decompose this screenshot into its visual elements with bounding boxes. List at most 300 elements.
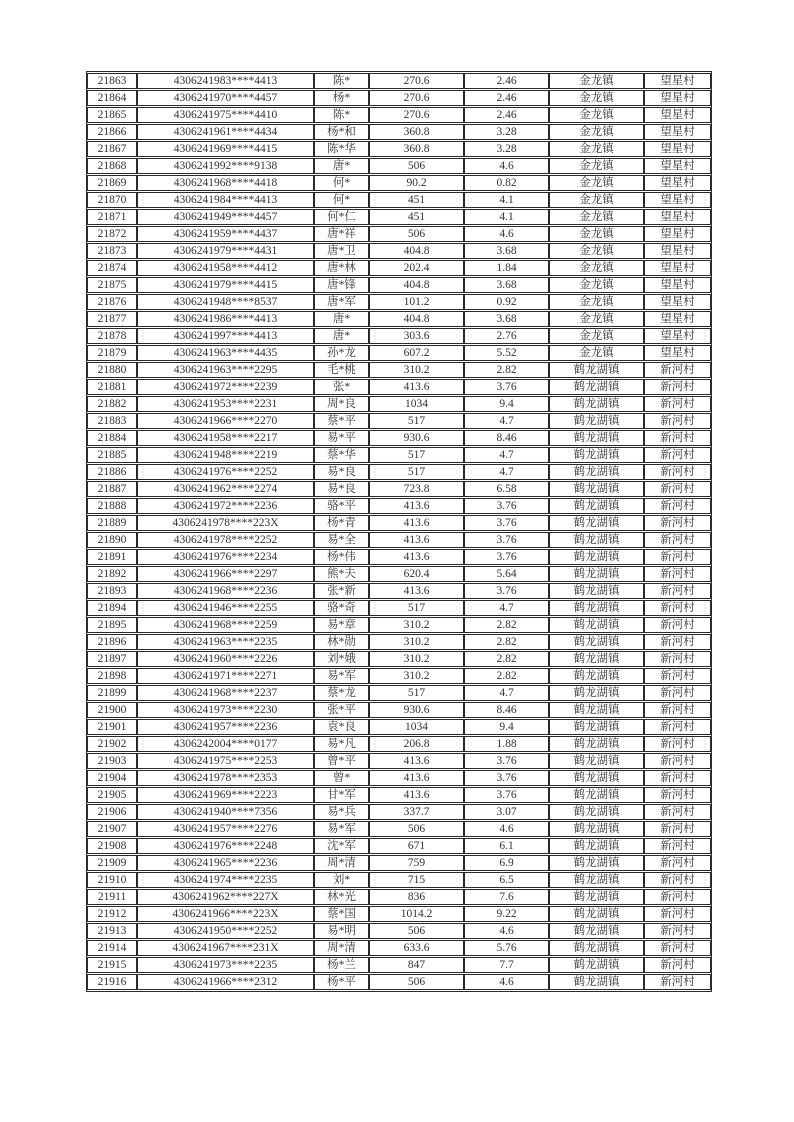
cell-amount: 506 — [369, 974, 464, 990]
cell-person-name: 唐*祥 — [314, 226, 369, 242]
cell-subsidy-value: 4.1 — [464, 192, 549, 208]
cell-amount: 451 — [369, 209, 464, 225]
cell-town: 鹤龙湖镇 — [549, 413, 644, 429]
table-row — [87, 362, 711, 378]
cell-town: 金龙镇 — [549, 124, 644, 140]
cell-village: 新河村 — [644, 498, 711, 514]
cell-amount: 506 — [369, 923, 464, 939]
cell-town: 金龙镇 — [549, 311, 644, 327]
cell-id-number-masked: 4306241973****2235 — [137, 957, 314, 973]
cell-subsidy-value: 3.76 — [464, 498, 549, 514]
subsidy-records-table — [86, 71, 712, 992]
cell-subsidy-value: 3.76 — [464, 787, 549, 803]
cell-serial-number: 21898 — [87, 668, 137, 684]
cell-person-name: 沈*军 — [314, 838, 369, 854]
cell-town: 鹤龙湖镇 — [549, 974, 644, 990]
cell-subsidy-value: 9.4 — [464, 719, 549, 735]
cell-id-number-masked: 4306241940****7356 — [137, 804, 314, 820]
cell-subsidy-value: 2.82 — [464, 668, 549, 684]
cell-village: 新河村 — [644, 617, 711, 633]
cell-amount: 715 — [369, 872, 464, 888]
table-row — [87, 175, 711, 191]
cell-id-number-masked: 4306241969****4415 — [137, 141, 314, 157]
cell-subsidy-value: 6.5 — [464, 872, 549, 888]
table-row — [87, 277, 711, 293]
table-row — [87, 770, 711, 786]
cell-village: 新河村 — [644, 413, 711, 429]
cell-amount: 451 — [369, 192, 464, 208]
cell-person-name: 蔡*国 — [314, 906, 369, 922]
cell-town: 金龙镇 — [549, 90, 644, 106]
cell-village: 望星村 — [644, 124, 711, 140]
cell-subsidy-value: 5.76 — [464, 940, 549, 956]
cell-town: 鹤龙湖镇 — [549, 583, 644, 599]
cell-id-number-masked: 4306241966****2297 — [137, 566, 314, 582]
table-row — [87, 379, 711, 395]
cell-serial-number: 21890 — [87, 532, 137, 548]
cell-id-number-masked: 4306241971****2271 — [137, 668, 314, 684]
cell-subsidy-value: 6.9 — [464, 855, 549, 871]
cell-amount: 270.6 — [369, 90, 464, 106]
table-row — [87, 821, 711, 837]
cell-serial-number: 21865 — [87, 107, 137, 123]
cell-person-name: 易*良 — [314, 464, 369, 480]
cell-serial-number: 21893 — [87, 583, 137, 599]
cell-id-number-masked: 4306241978****2353 — [137, 770, 314, 786]
cell-subsidy-value: 7.6 — [464, 889, 549, 905]
cell-subsidy-value: 1.88 — [464, 736, 549, 752]
cell-village: 新河村 — [644, 957, 711, 973]
cell-subsidy-value: 2.46 — [464, 107, 549, 123]
cell-id-number-masked: 4306241968****4418 — [137, 175, 314, 191]
table-row — [87, 872, 711, 888]
cell-amount: 759 — [369, 855, 464, 871]
cell-subsidy-value: 3.76 — [464, 753, 549, 769]
cell-village: 新河村 — [644, 974, 711, 990]
cell-village: 新河村 — [644, 481, 711, 497]
table-row — [87, 141, 711, 157]
cell-id-number-masked: 4306241978****2252 — [137, 532, 314, 548]
cell-amount: 413.6 — [369, 532, 464, 548]
cell-serial-number: 21904 — [87, 770, 137, 786]
cell-person-name: 张* — [314, 379, 369, 395]
cell-amount: 413.6 — [369, 753, 464, 769]
cell-subsidy-value: 4.6 — [464, 821, 549, 837]
cell-serial-number: 21863 — [87, 73, 137, 89]
cell-amount: 270.6 — [369, 107, 464, 123]
cell-person-name: 易*明 — [314, 923, 369, 939]
cell-subsidy-value: 7.7 — [464, 957, 549, 973]
cell-id-number-masked: 4306241966****223X — [137, 906, 314, 922]
cell-town: 鹤龙湖镇 — [549, 464, 644, 480]
cell-subsidy-value: 2.76 — [464, 328, 549, 344]
cell-subsidy-value: 3.28 — [464, 124, 549, 140]
cell-person-name: 何*仁 — [314, 209, 369, 225]
cell-subsidy-value: 2.82 — [464, 651, 549, 667]
table-row — [87, 498, 711, 514]
cell-id-number-masked: 4306241961****4434 — [137, 124, 314, 140]
cell-village: 新河村 — [644, 787, 711, 803]
cell-id-number-masked: 4306241963****2295 — [137, 362, 314, 378]
cell-town: 鹤龙湖镇 — [549, 362, 644, 378]
cell-person-name: 林*光 — [314, 889, 369, 905]
cell-amount: 1014.2 — [369, 906, 464, 922]
table-row — [87, 464, 711, 480]
cell-village: 新河村 — [644, 685, 711, 701]
cell-id-number-masked: 4306241969****2223 — [137, 787, 314, 803]
cell-person-name: 张*平 — [314, 702, 369, 718]
cell-id-number-masked: 4306241962****2274 — [137, 481, 314, 497]
cell-village: 新河村 — [644, 838, 711, 854]
cell-id-number-masked: 4306241972****2239 — [137, 379, 314, 395]
table-row — [87, 804, 711, 820]
cell-amount: 310.2 — [369, 651, 464, 667]
cell-serial-number: 21876 — [87, 294, 137, 310]
cell-subsidy-value: 4.7 — [464, 600, 549, 616]
cell-amount: 413.6 — [369, 379, 464, 395]
cell-subsidy-value: 4.6 — [464, 158, 549, 174]
cell-village: 新河村 — [644, 464, 711, 480]
table-row — [87, 855, 711, 871]
cell-village: 新河村 — [644, 634, 711, 650]
cell-amount: 517 — [369, 685, 464, 701]
cell-village: 新河村 — [644, 940, 711, 956]
cell-amount: 404.8 — [369, 243, 464, 259]
cell-id-number-masked: 4306241949****4457 — [137, 209, 314, 225]
cell-village: 望星村 — [644, 141, 711, 157]
cell-id-number-masked: 4306241978****223X — [137, 515, 314, 531]
cell-town: 鹤龙湖镇 — [549, 838, 644, 854]
table-row — [87, 124, 711, 140]
cell-person-name: 甘*军 — [314, 787, 369, 803]
cell-amount: 847 — [369, 957, 464, 973]
cell-village: 新河村 — [644, 549, 711, 565]
table-row — [87, 566, 711, 582]
cell-serial-number: 21894 — [87, 600, 137, 616]
cell-serial-number: 21905 — [87, 787, 137, 803]
cell-town: 金龙镇 — [549, 192, 644, 208]
cell-village: 新河村 — [644, 430, 711, 446]
table-row — [87, 889, 711, 905]
cell-person-name: 周*清 — [314, 855, 369, 871]
table-row — [87, 702, 711, 718]
cell-id-number-masked: 4306241948****2219 — [137, 447, 314, 463]
cell-subsidy-value: 3.76 — [464, 515, 549, 531]
cell-subsidy-value: 9.4 — [464, 396, 549, 412]
cell-person-name: 唐* — [314, 158, 369, 174]
cell-serial-number: 21915 — [87, 957, 137, 973]
cell-subsidy-value: 3.68 — [464, 277, 549, 293]
cell-village: 新河村 — [644, 583, 711, 599]
cell-amount: 1034 — [369, 719, 464, 735]
table-row — [87, 158, 711, 174]
cell-person-name: 易*平 — [314, 430, 369, 446]
cell-amount: 506 — [369, 821, 464, 837]
cell-id-number-masked: 4306241997****4413 — [137, 328, 314, 344]
cell-village: 望星村 — [644, 277, 711, 293]
cell-village: 新河村 — [644, 396, 711, 412]
cell-serial-number: 21912 — [87, 906, 137, 922]
cell-person-name: 周*清 — [314, 940, 369, 956]
cell-person-name: 易*章 — [314, 617, 369, 633]
cell-id-number-masked: 4306241966****2312 — [137, 974, 314, 990]
cell-village: 新河村 — [644, 923, 711, 939]
cell-person-name: 袁*良 — [314, 719, 369, 735]
cell-amount: 360.8 — [369, 141, 464, 157]
cell-person-name: 骆*奇 — [314, 600, 369, 616]
cell-person-name: 刘*娥 — [314, 651, 369, 667]
cell-person-name: 周*良 — [314, 396, 369, 412]
cell-person-name: 唐*林 — [314, 260, 369, 276]
cell-person-name: 毛*桃 — [314, 362, 369, 378]
table-row — [87, 413, 711, 429]
table-row — [87, 396, 711, 412]
cell-town: 鹤龙湖镇 — [549, 532, 644, 548]
cell-amount: 310.2 — [369, 617, 464, 633]
cell-town: 鹤龙湖镇 — [549, 753, 644, 769]
cell-town: 金龙镇 — [549, 260, 644, 276]
cell-village: 望星村 — [644, 328, 711, 344]
cell-subsidy-value: 3.68 — [464, 311, 549, 327]
cell-amount: 413.6 — [369, 498, 464, 514]
cell-town: 金龙镇 — [549, 226, 644, 242]
cell-town: 鹤龙湖镇 — [549, 719, 644, 735]
cell-id-number-masked: 4306241963****4435 — [137, 345, 314, 361]
cell-subsidy-value: 2.46 — [464, 73, 549, 89]
cell-subsidy-value: 3.07 — [464, 804, 549, 820]
cell-village: 新河村 — [644, 702, 711, 718]
cell-village: 新河村 — [644, 872, 711, 888]
cell-id-number-masked: 4306241976****2252 — [137, 464, 314, 480]
cell-serial-number: 21895 — [87, 617, 137, 633]
cell-person-name: 易*良 — [314, 481, 369, 497]
cell-serial-number: 21910 — [87, 872, 137, 888]
cell-town: 鹤龙湖镇 — [549, 498, 644, 514]
table-row — [87, 481, 711, 497]
cell-id-number-masked: 4306241974****2235 — [137, 872, 314, 888]
cell-serial-number: 21869 — [87, 175, 137, 191]
cell-subsidy-value: 4.1 — [464, 209, 549, 225]
cell-town: 鹤龙湖镇 — [549, 447, 644, 463]
cell-serial-number: 21886 — [87, 464, 137, 480]
cell-id-number-masked: 4306241973****2230 — [137, 702, 314, 718]
cell-amount: 413.6 — [369, 515, 464, 531]
cell-serial-number: 21916 — [87, 974, 137, 990]
cell-village: 望星村 — [644, 90, 711, 106]
table-row — [87, 634, 711, 650]
table-row — [87, 600, 711, 616]
cell-serial-number: 21874 — [87, 260, 137, 276]
cell-id-number-masked: 4306241950****2252 — [137, 923, 314, 939]
cell-serial-number: 21872 — [87, 226, 137, 242]
cell-serial-number: 21873 — [87, 243, 137, 259]
cell-serial-number: 21875 — [87, 277, 137, 293]
cell-town: 鹤龙湖镇 — [549, 668, 644, 684]
cell-town: 鹤龙湖镇 — [549, 566, 644, 582]
cell-serial-number: 21888 — [87, 498, 137, 514]
cell-serial-number: 21870 — [87, 192, 137, 208]
cell-serial-number: 21901 — [87, 719, 137, 735]
cell-person-name: 杨*青 — [314, 515, 369, 531]
table-row — [87, 532, 711, 548]
cell-subsidy-value: 2.82 — [464, 634, 549, 650]
cell-subsidy-value: 3.76 — [464, 532, 549, 548]
cell-village: 望星村 — [644, 226, 711, 242]
cell-serial-number: 21877 — [87, 311, 137, 327]
cell-subsidy-value: 2.46 — [464, 90, 549, 106]
cell-town: 鹤龙湖镇 — [549, 396, 644, 412]
cell-amount: 404.8 — [369, 311, 464, 327]
cell-village: 新河村 — [644, 719, 711, 735]
cell-serial-number: 21903 — [87, 753, 137, 769]
cell-village: 新河村 — [644, 753, 711, 769]
cell-village: 新河村 — [644, 804, 711, 820]
cell-id-number-masked: 4306241984****4413 — [137, 192, 314, 208]
table-row — [87, 617, 711, 633]
cell-town: 金龙镇 — [549, 209, 644, 225]
table-row — [87, 209, 711, 225]
cell-town: 金龙镇 — [549, 345, 644, 361]
cell-village: 新河村 — [644, 770, 711, 786]
cell-person-name: 熊*夫 — [314, 566, 369, 582]
cell-village: 新河村 — [644, 736, 711, 752]
cell-person-name: 骆*平 — [314, 498, 369, 514]
cell-village: 新河村 — [644, 821, 711, 837]
cell-id-number-masked: 4306241968****2259 — [137, 617, 314, 633]
cell-town: 鹤龙湖镇 — [549, 787, 644, 803]
cell-village: 新河村 — [644, 532, 711, 548]
cell-subsidy-value: 0.82 — [464, 175, 549, 191]
cell-amount: 506 — [369, 158, 464, 174]
cell-village: 望星村 — [644, 107, 711, 123]
table-row — [87, 651, 711, 667]
cell-serial-number: 21884 — [87, 430, 137, 446]
cell-id-number-masked: 4306241992****9138 — [137, 158, 314, 174]
cell-person-name: 唐*军 — [314, 294, 369, 310]
cell-subsidy-value: 4.7 — [464, 685, 549, 701]
cell-person-name: 唐* — [314, 311, 369, 327]
cell-serial-number: 21902 — [87, 736, 137, 752]
cell-serial-number: 21906 — [87, 804, 137, 820]
cell-serial-number: 21889 — [87, 515, 137, 531]
cell-id-number-masked: 4306241976****2234 — [137, 549, 314, 565]
cell-id-number-masked: 4306241967****231X — [137, 940, 314, 956]
cell-serial-number: 21883 — [87, 413, 137, 429]
cell-amount: 310.2 — [369, 668, 464, 684]
cell-serial-number: 21897 — [87, 651, 137, 667]
cell-town: 鹤龙湖镇 — [549, 549, 644, 565]
cell-person-name: 易*军 — [314, 821, 369, 837]
cell-village: 新河村 — [644, 668, 711, 684]
cell-amount: 337.7 — [369, 804, 464, 820]
cell-serial-number: 21885 — [87, 447, 137, 463]
cell-subsidy-value: 0.92 — [464, 294, 549, 310]
cell-town: 鹤龙湖镇 — [549, 855, 644, 871]
cell-serial-number: 21907 — [87, 821, 137, 837]
cell-town: 鹤龙湖镇 — [549, 702, 644, 718]
cell-person-name: 张*新 — [314, 583, 369, 599]
cell-town: 鹤龙湖镇 — [549, 634, 644, 650]
cell-amount: 517 — [369, 413, 464, 429]
cell-id-number-masked: 4306241975****4410 — [137, 107, 314, 123]
cell-amount: 270.6 — [369, 73, 464, 89]
cell-village: 新河村 — [644, 889, 711, 905]
cell-amount: 517 — [369, 464, 464, 480]
cell-serial-number: 21913 — [87, 923, 137, 939]
table-row — [87, 192, 711, 208]
cell-subsidy-value: 3.76 — [464, 583, 549, 599]
cell-village: 新河村 — [644, 600, 711, 616]
cell-town: 鹤龙湖镇 — [549, 481, 644, 497]
cell-amount: 620.4 — [369, 566, 464, 582]
cell-amount: 310.2 — [369, 362, 464, 378]
table-row — [87, 107, 711, 123]
cell-amount: 930.6 — [369, 702, 464, 718]
cell-town: 鹤龙湖镇 — [549, 651, 644, 667]
cell-person-name: 陈*华 — [314, 141, 369, 157]
table-row — [87, 430, 711, 446]
cell-serial-number: 21914 — [87, 940, 137, 956]
cell-amount: 404.8 — [369, 277, 464, 293]
cell-town: 金龙镇 — [549, 141, 644, 157]
cell-amount: 413.6 — [369, 787, 464, 803]
table-row — [87, 940, 711, 956]
cell-town: 鹤龙湖镇 — [549, 906, 644, 922]
cell-subsidy-value: 1.84 — [464, 260, 549, 276]
cell-id-number-masked: 4306241968****2236 — [137, 583, 314, 599]
cell-town: 鹤龙湖镇 — [549, 685, 644, 701]
cell-subsidy-value: 4.6 — [464, 226, 549, 242]
cell-town: 金龙镇 — [549, 243, 644, 259]
cell-town: 鹤龙湖镇 — [549, 957, 644, 973]
cell-serial-number: 21887 — [87, 481, 137, 497]
cell-person-name: 林*勋 — [314, 634, 369, 650]
cell-town: 金龙镇 — [549, 73, 644, 89]
cell-person-name: 杨*兰 — [314, 957, 369, 973]
table-row — [87, 549, 711, 565]
cell-village: 望星村 — [644, 158, 711, 174]
cell-person-name: 易*军 — [314, 668, 369, 684]
cell-amount: 303.6 — [369, 328, 464, 344]
cell-amount: 413.6 — [369, 549, 464, 565]
cell-person-name: 杨*和 — [314, 124, 369, 140]
cell-village: 新河村 — [644, 906, 711, 922]
table-row — [87, 838, 711, 854]
cell-village: 新河村 — [644, 379, 711, 395]
cell-serial-number: 21900 — [87, 702, 137, 718]
cell-village: 望星村 — [644, 73, 711, 89]
table-row — [87, 328, 711, 344]
cell-id-number-masked: 4306241976****2248 — [137, 838, 314, 854]
cell-id-number-masked: 4306241958****4412 — [137, 260, 314, 276]
cell-subsidy-value: 4.6 — [464, 923, 549, 939]
cell-amount: 413.6 — [369, 583, 464, 599]
cell-subsidy-value: 2.82 — [464, 362, 549, 378]
table-row — [87, 923, 711, 939]
cell-person-name: 易*全 — [314, 532, 369, 548]
cell-serial-number: 21911 — [87, 889, 137, 905]
cell-id-number-masked: 4306241966****2270 — [137, 413, 314, 429]
cell-town: 金龙镇 — [549, 107, 644, 123]
cell-town: 鹤龙湖镇 — [549, 940, 644, 956]
cell-town: 鹤龙湖镇 — [549, 804, 644, 820]
cell-amount: 90.2 — [369, 175, 464, 191]
cell-id-number-masked: 4306241946****2255 — [137, 600, 314, 616]
table-row — [87, 226, 711, 242]
cell-amount: 506 — [369, 226, 464, 242]
table-row — [87, 90, 711, 106]
cell-person-name: 刘* — [314, 872, 369, 888]
